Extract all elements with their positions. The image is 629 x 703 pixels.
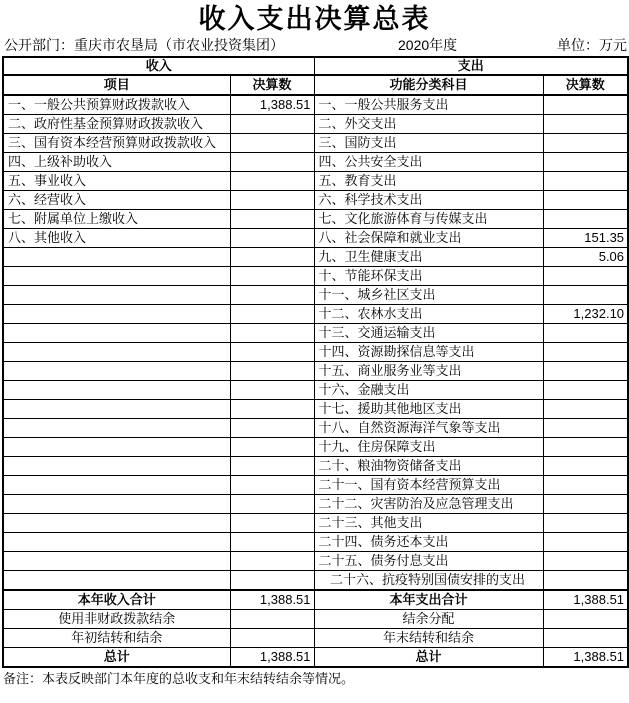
income-amount-cell xyxy=(230,495,314,514)
expense-amount-cell xyxy=(543,514,628,533)
income-amount-cell xyxy=(230,210,314,229)
expense-amount-column-header: 决算数 xyxy=(543,75,628,95)
income-amount-cell xyxy=(230,267,314,286)
income-item-cell xyxy=(3,533,230,552)
income-amount-cell xyxy=(230,533,314,552)
unit-label: 单位：万元 xyxy=(557,37,627,53)
expense-item-column-header: 功能分类科目 xyxy=(314,75,543,95)
expense-summary-label-cell: 总计 xyxy=(314,648,543,668)
table-row xyxy=(3,571,628,591)
income-summary-label-cell: 总计 xyxy=(3,648,230,668)
table-row xyxy=(3,476,628,495)
table-row xyxy=(3,552,628,571)
income-amount-cell xyxy=(230,381,314,400)
income-amount-cell xyxy=(230,571,314,591)
expense-amount-cell xyxy=(543,115,628,134)
income-item-cell: 一、一般公共预算财政拨款收入 xyxy=(3,95,230,115)
income-amount-cell xyxy=(230,191,314,210)
income-amount-column-header: 决算数 xyxy=(230,75,314,95)
income-item-cell: 二、政府性基金预算财政拨款收入 xyxy=(3,115,230,134)
page-title: 收入支出决算总表 xyxy=(198,4,431,34)
income-item-column-header: 项目 xyxy=(3,75,230,95)
table-row xyxy=(3,362,628,381)
expense-item-cell: 十、节能环保支出 xyxy=(314,267,543,286)
expense-item-cell: 二十、粮油物资储备支出 xyxy=(314,457,543,476)
income-item-cell: 四、上级补助收入 xyxy=(3,153,230,172)
table-row xyxy=(3,95,628,115)
expense-item-cell: 二十二、灾害防治及应急管理支出 xyxy=(314,495,543,514)
income-amount-cell: 1,388.51 xyxy=(230,95,314,115)
expense-amount-cell xyxy=(543,172,628,191)
expense-item-cell: 七、文化旅游体育与传媒支出 xyxy=(314,210,543,229)
table-row xyxy=(3,343,628,362)
expense-item-cell: 二十三、其他支出 xyxy=(314,514,543,533)
table-row xyxy=(3,514,628,533)
table-row xyxy=(3,153,628,172)
expense-amount-cell xyxy=(543,476,628,495)
income-item-cell: 八、其他收入 xyxy=(3,229,230,248)
expense-amount-cell xyxy=(543,362,628,381)
expense-item-cell: 五、教育支出 xyxy=(314,172,543,191)
table-row xyxy=(3,400,628,419)
income-amount-cell xyxy=(230,324,314,343)
fiscal-year-label: 2020年度 xyxy=(398,37,458,53)
income-item-cell xyxy=(3,495,230,514)
income-amount-cell xyxy=(230,362,314,381)
income-amount-cell xyxy=(230,305,314,324)
table-row xyxy=(3,457,628,476)
income-section-header: 收入 xyxy=(3,57,314,75)
expense-amount-cell xyxy=(543,533,628,552)
income-amount-cell xyxy=(230,514,314,533)
table-row xyxy=(3,419,628,438)
table-row xyxy=(3,324,628,343)
table-row xyxy=(3,533,628,552)
expense-item-cell: 六、科学技术支出 xyxy=(314,191,543,210)
table-row xyxy=(3,115,628,134)
expense-item-cell: 十八、自然资源海洋气象等支出 xyxy=(314,419,543,438)
income-amount-cell xyxy=(230,153,314,172)
income-item-cell xyxy=(3,362,230,381)
expense-summary-label-cell: 本年支出合计 xyxy=(314,590,543,610)
expense-amount-cell xyxy=(543,438,628,457)
income-item-cell: 三、国有资本经营预算财政拨款收入 xyxy=(3,134,230,153)
expense-amount-cell xyxy=(543,495,628,514)
expense-item-cell: 十七、援助其他地区支出 xyxy=(314,400,543,419)
income-summary-amount-cell: 1,388.51 xyxy=(230,648,314,668)
income-item-cell xyxy=(3,552,230,571)
income-amount-cell xyxy=(230,438,314,457)
expense-amount-cell xyxy=(543,324,628,343)
table-row xyxy=(3,286,628,305)
table-row xyxy=(3,438,628,457)
summary-row xyxy=(3,629,628,648)
income-summary-label-cell: 使用非财政拨款结余 xyxy=(3,610,230,629)
income-summary-amount-cell xyxy=(230,610,314,629)
expense-summary-amount-cell: 1,388.51 xyxy=(543,648,628,668)
income-item-cell xyxy=(3,286,230,305)
income-item-cell xyxy=(3,343,230,362)
expense-item-cell: 二十六、抗疫特别国债安排的支出 xyxy=(314,571,543,591)
income-item-cell xyxy=(3,324,230,343)
income-summary-amount-cell: 1,388.51 xyxy=(230,590,314,610)
expense-item-cell: 八、社会保障和就业支出 xyxy=(314,229,543,248)
table-row xyxy=(3,381,628,400)
income-item-cell: 五、事业收入 xyxy=(3,172,230,191)
department-label: 公开部门：重庆市农垦局（市农业投资集团） xyxy=(4,37,284,53)
expense-amount-cell xyxy=(543,400,628,419)
column-header-row xyxy=(3,75,628,95)
table-row xyxy=(3,495,628,514)
table-row xyxy=(3,191,628,210)
expense-summary-amount-cell xyxy=(543,610,628,629)
expense-item-cell: 二十一、国有资本经营预算支出 xyxy=(314,476,543,495)
table-row xyxy=(3,305,628,324)
expense-item-cell: 二十四、债务还本支出 xyxy=(314,533,543,552)
expense-amount-cell xyxy=(543,95,628,115)
expense-item-cell: 二、外交支出 xyxy=(314,115,543,134)
income-summary-amount-cell xyxy=(230,629,314,648)
expense-amount-cell xyxy=(543,343,628,362)
income-item-cell xyxy=(3,476,230,495)
expense-item-cell: 九、卫生健康支出 xyxy=(314,248,543,267)
income-summary-label-cell: 年初结转和结余 xyxy=(3,629,230,648)
expense-item-cell: 十四、资源勘探信息等支出 xyxy=(314,343,543,362)
expense-amount-cell xyxy=(543,552,628,571)
income-amount-cell xyxy=(230,552,314,571)
income-expense-table xyxy=(2,56,629,668)
expense-amount-cell xyxy=(543,457,628,476)
section-header-row xyxy=(3,57,628,75)
expense-amount-cell: 151.35 xyxy=(543,229,628,248)
expense-summary-amount-cell: 1,388.51 xyxy=(543,590,628,610)
income-item-cell: 七、附属单位上缴收入 xyxy=(3,210,230,229)
income-item-cell xyxy=(3,419,230,438)
income-summary-label-cell: 本年收入合计 xyxy=(3,590,230,610)
expense-amount-cell xyxy=(543,210,628,229)
expense-amount-cell xyxy=(543,134,628,153)
income-item-cell xyxy=(3,457,230,476)
expense-amount-cell xyxy=(543,419,628,438)
income-amount-cell xyxy=(230,115,314,134)
income-item-cell xyxy=(3,400,230,419)
income-amount-cell xyxy=(230,248,314,267)
income-amount-cell xyxy=(230,400,314,419)
meta-row xyxy=(2,36,627,55)
footnote: 备注：本表反映部门本年度的总收支和年末结转结余等情况。 xyxy=(3,671,355,686)
income-amount-cell xyxy=(230,476,314,495)
income-amount-cell xyxy=(230,457,314,476)
expense-item-cell: 三、国防支出 xyxy=(314,134,543,153)
income-amount-cell xyxy=(230,229,314,248)
income-item-cell xyxy=(3,571,230,591)
expense-item-cell: 十五、商业服务业等支出 xyxy=(314,362,543,381)
income-amount-cell xyxy=(230,419,314,438)
table-row xyxy=(3,210,628,229)
expense-item-cell: 四、公共安全支出 xyxy=(314,153,543,172)
expense-item-cell: 十三、交通运输支出 xyxy=(314,324,543,343)
table-row xyxy=(3,134,628,153)
expense-amount-cell: 1,232.10 xyxy=(543,305,628,324)
expense-item-cell: 十六、金融支出 xyxy=(314,381,543,400)
expense-amount-cell: 5.06 xyxy=(543,248,628,267)
income-item-cell xyxy=(3,438,230,457)
expense-amount-cell xyxy=(543,153,628,172)
expense-summary-amount-cell xyxy=(543,629,628,648)
income-amount-cell xyxy=(230,343,314,362)
summary-row xyxy=(3,648,628,668)
table-row xyxy=(3,267,628,286)
expense-amount-cell xyxy=(543,571,628,591)
table-row xyxy=(3,229,628,248)
expense-item-cell: 十九、住房保障支出 xyxy=(314,438,543,457)
summary-row xyxy=(3,590,628,610)
income-amount-cell xyxy=(230,286,314,305)
income-amount-cell xyxy=(230,134,314,153)
expense-item-cell: 十二、农林水支出 xyxy=(314,305,543,324)
table-row xyxy=(3,172,628,191)
expense-summary-label-cell: 年末结转和结余 xyxy=(314,629,543,648)
expense-item-cell: 十一、城乡社区支出 xyxy=(314,286,543,305)
expense-amount-cell xyxy=(543,191,628,210)
income-item-cell: 六、经营收入 xyxy=(3,191,230,210)
income-item-cell xyxy=(3,248,230,267)
table-row xyxy=(3,248,628,267)
expense-amount-cell xyxy=(543,267,628,286)
expense-amount-cell xyxy=(543,381,628,400)
expense-amount-cell xyxy=(543,286,628,305)
expense-summary-label-cell: 结余分配 xyxy=(314,610,543,629)
income-item-cell xyxy=(3,267,230,286)
income-amount-cell xyxy=(230,172,314,191)
expense-section-header: 支出 xyxy=(314,57,628,75)
expense-item-cell: 一、一般公共服务支出 xyxy=(314,95,543,115)
expense-item-cell: 二十五、债务付息支出 xyxy=(314,552,543,571)
income-item-cell xyxy=(3,305,230,324)
summary-row xyxy=(3,610,628,629)
income-item-cell xyxy=(3,381,230,400)
income-item-cell xyxy=(3,514,230,533)
